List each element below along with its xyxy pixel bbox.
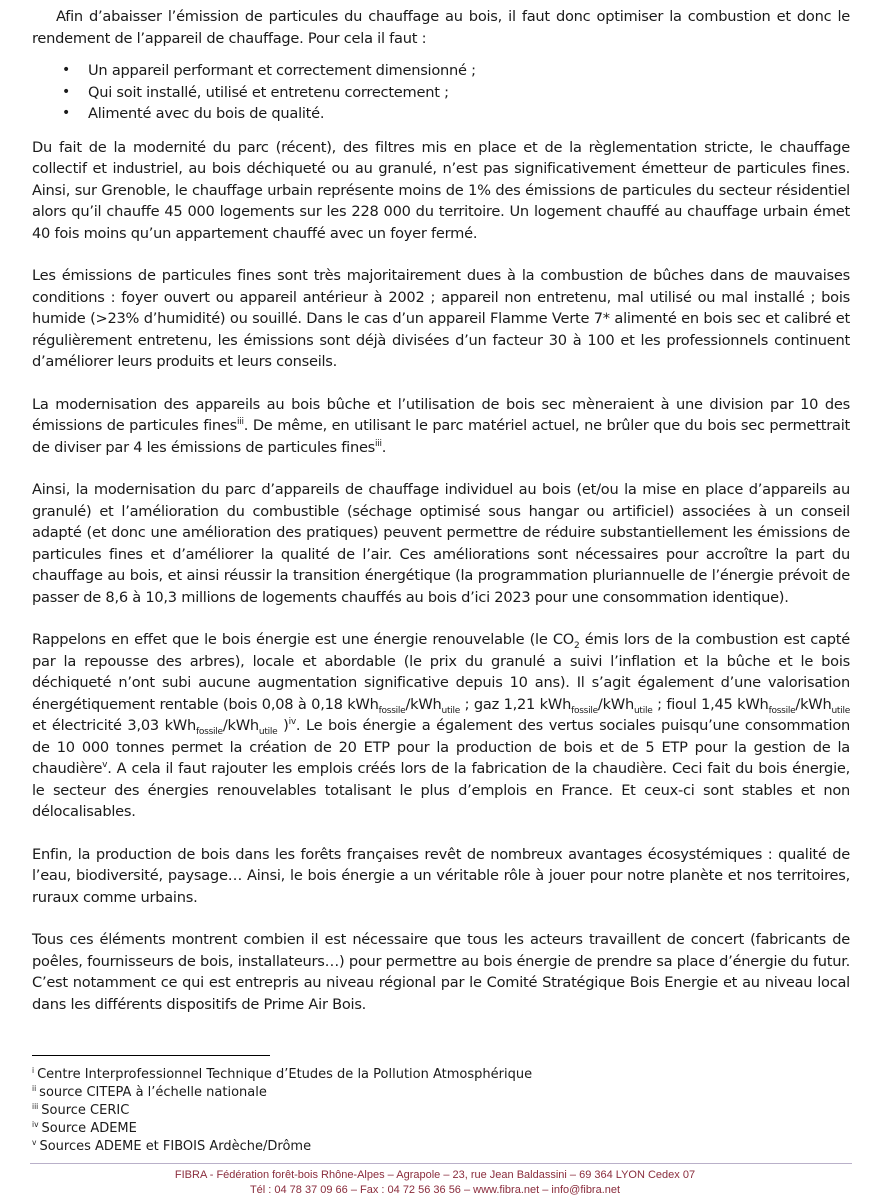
footnote: $^{iii}$ Source CERIC (32, 1101, 130, 1118)
footnote-separator (32, 1055, 270, 1056)
bullet-icon: • (62, 105, 71, 121)
list-item: • Un appareil performant et correctement dimensionné ; (32, 60, 850, 82)
paragraph-improvements: Ainsi, la modernisation du parc d’appareils de chauffage individuel au bois (et/ou la mise en place d’appareils au granulé) et l’amélioration du combustible (séchage optimisé sous hangar ou artificiel) associées à un conseil adapté (et donc une amélioration des pratiques) peuvent permettre de réduire substantiellement les émissions de particules fines et d’améliorer la qualité de l’air. Ces améliorations sont nécessaires pour accroître la part du chauffage au bois, et ainsi réussir la transition énergétique (la programmation pluriannuelle de l’énergie prévoit de passer de 8,6 à 10,3 millions de logements chauffés au bois d’ici 2023 pour une consommation identique). (32, 481, 850, 606)
document-body (32, 6, 850, 1015)
footnotes (32, 1066, 850, 1156)
intro-paragraph: Afin d’abaisser l’émission de particules du chauffage au bois, il faut donc optimiser la combustion et donc le rendement de l’appareil de chauffage. Pour cela il faut : (32, 8, 850, 47)
footnote: $^i$ Centre Interprofessionnel Technique d’Etudes de la Pollution Atmosphérique (32, 1065, 533, 1082)
footnote-ref: v (102, 760, 108, 771)
footnote-ref: iii (375, 438, 382, 449)
footer-contact: Tél : 04 78 37 09 66 – Fax : 04 72 56 36 56 – www.fibra.net – info@fibra.net (249, 1184, 621, 1196)
requirements-list (32, 60, 850, 125)
list-item: • Alimenté avec du bois de qualité. (32, 103, 850, 125)
list-item: • Qui soit installé, utilisé et entretenu correctement ; (32, 82, 850, 104)
paragraph-collective-heating: Du fait de la modernité du parc (récent), des filtres mis en place et de la règlementation stricte, le chauffage collectif et industriel, au bois déchiqueté ou au granulé, n’est pas significativement émetteur de particules fines. Ainsi, sur Grenoble, le chauffage urbain représente moins de 1% des émissions de particules du secteur résidentiel alors qu’il chauffe 45 000 logements sur les 228 000 du territoire. Un logement chauffé au chauffage urbain émet 40 fois moins qu’un appartement chauffé avec un foyer fermé. (32, 138, 850, 242)
bullet-icon: • (62, 83, 71, 100)
footnote-ref: iii (236, 417, 244, 428)
paragraph-modernisation: La modernisation des appareils au bois bûche et l’utilisation de bois sec mèneraient à une division par 10 des émissions de particules fines$^{iii}$. De même, en utilisant le parc matériel actuel, ne brûler que du bois sec permettrait de diviser par 4 les émissions de particules fines$^{iii}$. (32, 395, 850, 456)
paragraph-forest-benefits: Enfin, la production de bois dans les forêts françaises revêt de nombreux avantages écosystémiques : qualité de l’eau, biodiversité, paysage… Ainsi, le bois énergie a un véritable rôle à jouer pour notre planète et nos territoires, ruraux comme urbains. (32, 845, 850, 906)
page-footer (0, 1168, 870, 1198)
paragraph-emission-causes: Les émissions de particules fines sont très majoritairement dues à la combustion de bûches dans de mauvaises conditions : foyer ouvert ou appareil antérieur à 2002 ; appareil non entretenu, mal utilisé ou mal installé ; bois humide (>23% d’humidité) ou souillé. Dans le cas d’un appareil Flamme Verte 7* alimenté en bois sec et calibré et régulièrement entretenu, les émissions sont déjà divisées d’un facteur 30 à 100 et les professionnels continuent d’améliorer leurs produits et leurs conseils. (32, 267, 850, 370)
footer-address: FIBRA - Fédération forêt-bois Rhône-Alpes – Agrapole – 23, rue Jean Baldassini – 69 364 LYON Cedex 07 (174, 1169, 696, 1181)
footnote-ref: iv (288, 717, 296, 728)
bullet-icon: • (62, 62, 71, 78)
paragraph-renewable-energy: Rappelons en effet que le bois énergie est une énergie renouvelable (le $CO_2$ émis lors de la combustion est capté par la repousse des arbres), locale et abordable (le prix du granulé a suivi l’inflation et la bûche et le bois déchiqueté n’ont subi aucune augmentation significative depuis 10 ans). Il s’agit également d’une valorisation énergétiquement rentable (bois 0,08 à 0,18 kWh$_{fossile}$/kWh$_{utile}$ ; gaz 1,21 kWh$_{fossile}$/kWh$_{utile}$ ; fioul 1,45 kWh$_{fossile}$/kWh$_{utile}$ et électricité 3,03 kWh$_{fossile}$/kWh$_{utile}$ )$^{iv}$. Le bois énergie a également des vertus sociales puisqu’une consommation de 10 000 tonnes permet la création de 20 ETP pour la production de bois et de 5 ETP pour la gestion de la chaudière$^v$. A cela il faut rajouter les emplois créés lors de la fabrication de la chaudière. Ceci fait du bois énergie, le secteur des énergies renouvelables totalisant le plus d’emplois en France. Et ceux-ci sont stables et non délocalisables. (32, 631, 850, 820)
footnote: $^v$ Sources ADEME et FIBOIS Ardèche/Drôme (32, 1137, 312, 1154)
footnote: $^{iv}$ Source ADEME (32, 1119, 137, 1136)
footer-separator (30, 1163, 852, 1164)
footnote: $^{ii}$ source CITEPA à l’échelle nationale (32, 1083, 267, 1100)
paragraph-conclusion: Tous ces éléments montrent combien il est nécessaire que tous les acteurs travaillent de concert (fabricants de poêles, fournisseurs de bois, installateurs…) pour permettre au bois énergie de prendre sa place d’énergie du futur. C’est notamment ce qui est entrepris au niveau régional par le Comité Stratégique Bois Energie et au niveau local dans les différents dispositifs de Prime Air Bois. (32, 931, 850, 1013)
